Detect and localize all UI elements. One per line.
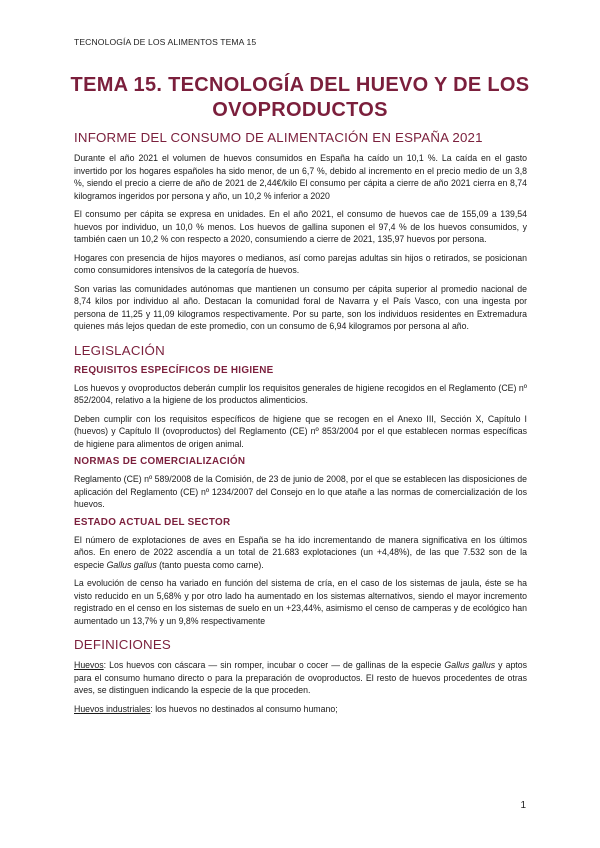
- paragraph: Durante el año 2021 el volumen de huevos consumidos en España ha caído un 10,1 %. La caída en el gasto invertido por los hogares españoles ha sido menor, de un 6,7 %, debido al incremento en el precio medio de un 3,8 %, siendo el precio a cierre de año de 2021 de 2,44€/kilo El consumo per cápita a cierre de año 2021 cierra en 8,74 kilogramos ingeridos por persona y año, un 10,2 % inferior a 2020: [74, 153, 527, 201]
- subheading-estado-sector: ESTADO ACTUAL DEL SECTOR: [74, 516, 231, 528]
- paragraph: Son varias las comunidades autónomas que mantienen un consumo per cápita superior al promedio nacional de 8,74 kilos por individuo al año. Destacan la comunidad foral de Navarra y el País Vasco, con una ingesta por persona de 11,25 y 11,09 kilogramos respectivamente. Por su parte, son los individuos residentes en Extremadura quienes más lejos quedan de este promedio, con un consumo de 6,94 kilogramos por persona al año.: [74, 283, 527, 331]
- paragraph: Reglamento (CE) nº 589/2008 de la Comisión, de 23 de junio de 2008, por el que se establecen las disposiciones de aplicación del Reglamento (CE) nº 1234/2007 del Consejo en lo que atañe a las normas de comercialización de los huevos.: [74, 474, 527, 509]
- paragraph: Los huevos y ovoproductos deberán cumplir los requisitos generales de higiene recogidos en el Reglamento (CE) nº 852/2004, relativo a la higiene de los productos alimenticios.: [74, 382, 527, 405]
- section-heading-informe: INFORME DEL CONSUMO DE ALIMENTACIÓN EN ESPAÑA 2021: [74, 130, 483, 145]
- subheading-comercializacion: NORMAS DE COMERCIALIZACIÓN: [74, 456, 246, 467]
- species-name: Gallus gallus: [444, 660, 496, 670]
- paragraph: Deben cumplir con los requisitos específicos de higiene que se recogen en el Anexo III, Sección X, Capítulo I (huevos) y Capítulo II (ovoproductos) del Reglamento (CE) nº 853/2004 por el que establecen normas específicas de higiene para alimentos de origen animal.: [74, 413, 527, 449]
- paragraph: El consumo per cápita se expresa en unidades. En el año 2021, el consumo de huevos cae de 155,09 a 139,54 huevos por individuo, un 10,0 % menos. Los huevos de gallina suponen el 97,4 % de los huevos consumidos, y también caen un 10,2 % con respecto a 2020, consumiendo a cierre de 2021, 135,97 huevos por persona.: [74, 209, 527, 244]
- page-number: 1: [520, 800, 526, 811]
- species-name: Gallus gallus: [106, 559, 157, 570]
- page-title: TEMA 15. TECNOLOGÍA DEL HUEVO Y DE LOS OVOPRODUCTOS: [70, 74, 530, 121]
- running-header: TECNOLOGÍA DE LOS ALIMENTOS TEMA 15: [74, 37, 257, 47]
- subheading-higiene: REQUISITOS ESPECÍFICOS DE HIGIENE: [74, 364, 274, 376]
- paragraph: El número de explotaciones de aves en España se ha ido incrementando de manera significativa en los últimos años. En enero de 2022 ascendía a un total de 21.683 explotaciones (un +4,48%), de las que 7.532 son de la especie Gallus gallus (tanto puesta como carne).: [74, 534, 527, 570]
- document-body: [74, 130, 527, 721]
- definition-huevos: Huevos: Los huevos con cáscara — sin romper, incubar o cocer — de gallinas de la especie Gallus gallus y aptos para el consumo humano directo o para la preparación de ovoproductos. El resto de huevos procedentes de otras aves, se distinguen indicando la especie de la que proceden.: [74, 660, 527, 695]
- section-heading-legislacion: LEGISLACIÓN: [74, 342, 165, 358]
- paragraph: Hogares con presencia de hijos mayores o medianos, así como parejas adultas sin hijos o retirados, se posicionan como consumidores intensivos de la categoría de huevos.: [74, 252, 527, 275]
- definition-term: Huevos: [74, 660, 104, 670]
- definition-term: Huevos industriales: [74, 703, 151, 714]
- definition-huevos-industriales: Huevos industriales: los huevos no destinados al consumo humano;: [74, 703, 338, 714]
- paragraph: La evolución de censo ha variado en función del sistema de cría, en el caso de los sistemas de jaula, éste se ha visto reducido en un 5,68% y por otro lado ha aumentado en los sistemas alternativos, siendo el mayor incremento registrado en el censo en los sistemas de suelo en un +23,44%, asimismo el censo de camperas y de ecológico han aumentado un 13,7% y un 9,8% respectivamente: [74, 578, 527, 626]
- section-heading-definiciones: DEFINICIONES: [74, 637, 171, 652]
